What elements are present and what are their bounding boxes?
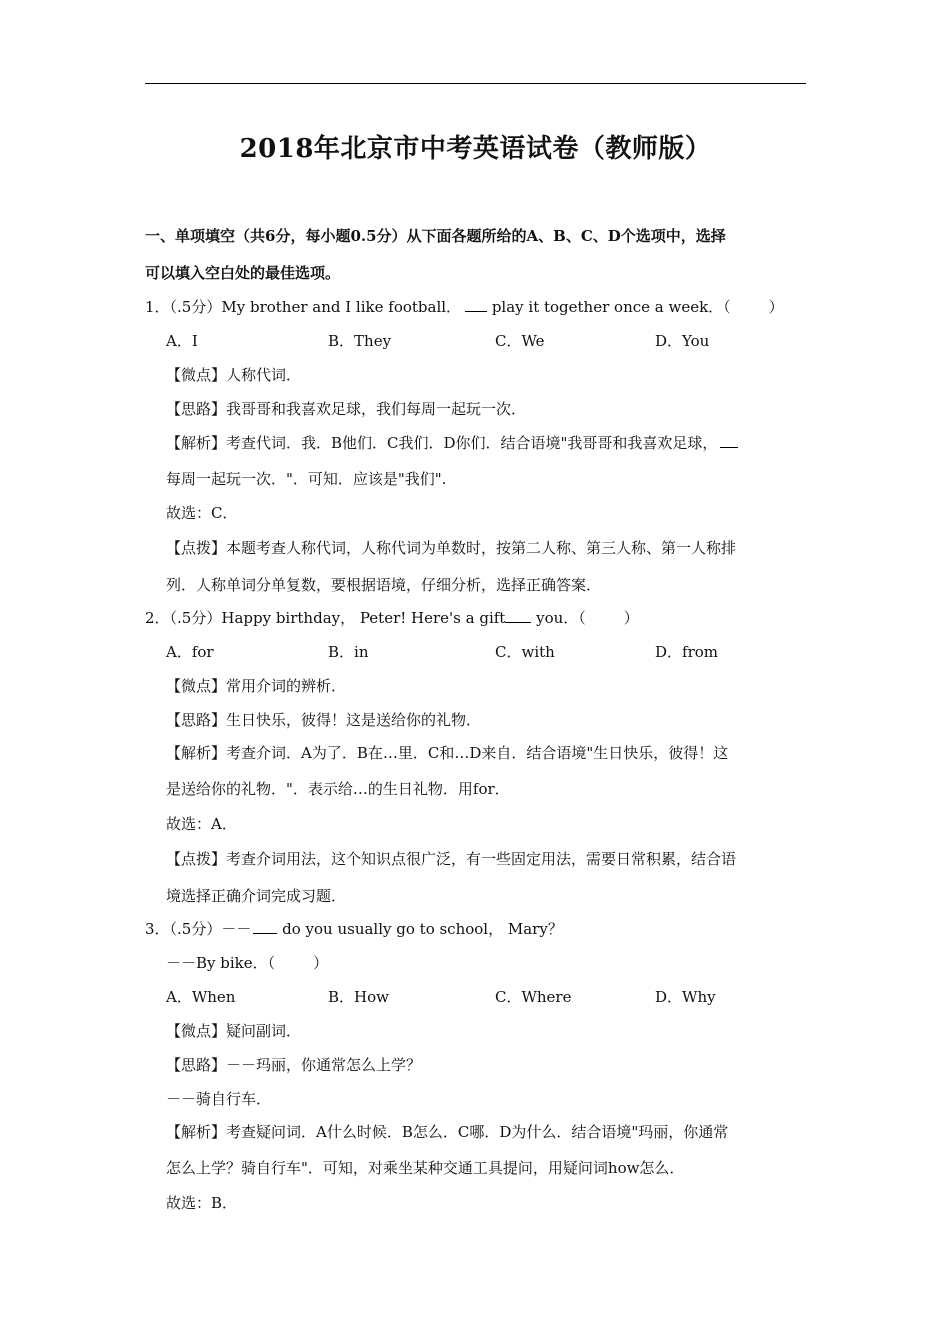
q2-number: 2．（.5分） [145, 609, 222, 627]
q2-stem-pre: Happy birthday， Peter! Here's a gift [221, 609, 506, 627]
q1-option-d: D．You [655, 332, 710, 350]
q3-option-d: D．Why [655, 988, 716, 1006]
q2-blank [505, 608, 531, 623]
q2-option-b: B．in [328, 643, 369, 661]
q1-stem-pre: My brother and I like football． [221, 298, 462, 316]
q3-jiexi-line2: 怎么上学？骑自行车"．可知，对乘坐某种交通工具提问，用疑问词how怎么． [166, 1159, 685, 1177]
question-2 [145, 608, 639, 628]
section-heading-line1: 一、单项填空（共6分，每小题0.5分）从下面各题所给的A、B、C、D个选项中，选择 [145, 227, 726, 245]
q2-option-a: A．for [166, 643, 214, 661]
q2-stem-post: you．（ [531, 609, 586, 627]
q3-blank [253, 919, 277, 934]
q2-jiexi-line2: 是送给你的礼物．"．表示给…的生日礼物．用for． [166, 780, 510, 798]
q3-jiexi-line1: 【解析】考查疑问词．A什么时候．B怎么．C哪．D为什么．结合语境"玛丽，你通常 [166, 1123, 729, 1141]
q1-stem-post: play it together once a week．（ [487, 298, 731, 316]
q3-stem-line2-text: －－By bike．（ [166, 954, 276, 972]
q3-stem-post: do you usually go to school， Mary？ [277, 920, 563, 938]
q2-answer: 故选：A． [166, 815, 237, 833]
q3-answer: 故选：B． [166, 1194, 238, 1212]
q2-weidian: 【微点】常用介词的辨析． [166, 677, 347, 695]
question-3 [145, 919, 563, 939]
q1-answer: 故选：C． [166, 504, 238, 522]
q1-dianbo-line2: 列．人称单词分单复数，要根据语境，仔细分析，选择正确答案． [166, 576, 602, 594]
question-1 [145, 297, 784, 317]
q1-number: 1．（.5分） [145, 298, 222, 316]
q3-close-paren: ） [313, 954, 329, 972]
q3-weidian: 【微点】疑问副词． [166, 1022, 302, 1040]
q1-close-paren: ） [768, 298, 784, 316]
q2-option-d: D．from [655, 643, 719, 661]
header-rule [145, 83, 806, 84]
q1-option-b: B．They [328, 332, 392, 350]
q1-option-a: A．I [166, 332, 198, 350]
q1-jiexi-blank [720, 433, 738, 448]
q3-option-c: C．Where [495, 988, 572, 1006]
page-title: 2018年北京市中考英语试卷（教师版） [239, 134, 712, 164]
q1-blank [465, 297, 487, 312]
q3-number: 3．（.5分）－－ [145, 920, 252, 938]
q3-silu-line2: －－骑自行车． [166, 1090, 272, 1108]
q2-dianbo-line2: 境选择正确介词完成习题． [166, 887, 347, 905]
q3-stem-line2 [166, 953, 328, 973]
q2-silu: 【思路】生日快乐，彼得！这是送给你的礼物． [166, 711, 482, 729]
q1-weidian: 【微点】人称代词． [166, 366, 302, 384]
section-heading-line2: 可以填入空白处的最佳选项。 [145, 264, 341, 282]
q1-dianbo-line1: 【点拨】本题考查人称代词，人称代词为单数时，按第二人称、第三人称、第一人称排 [166, 539, 737, 557]
q2-dianbo-line1: 【点拨】考查介词用法，这个知识点很广泛，有一些固定用法，需要日常积累，结合语 [166, 850, 737, 868]
q3-option-a: A．When [166, 988, 236, 1006]
q1-jiexi-text1: 【解析】考查代词．我．B他们．C我们．D你们．结合语境"我哥哥和我喜欢足球， [166, 434, 718, 452]
q1-silu: 【思路】我哥哥和我喜欢足球，我们每周一起玩一次． [166, 400, 527, 418]
q1-option-c: C．We [495, 332, 545, 350]
q2-option-c: C．with [495, 643, 555, 661]
q1-jiexi-line1 [166, 433, 738, 453]
q3-silu-line1: 【思路】－－玛丽，你通常怎么上学？ [166, 1056, 422, 1074]
q2-jiexi-line1: 【解析】考查介词．A为了．B在…里．C和…D来自．结合语境"生日快乐，彼得！这 [166, 744, 729, 762]
q3-option-b: B．How [328, 988, 389, 1006]
q1-jiexi-line2: 每周一起玩一次．"．可知．应该是"我们". [166, 470, 447, 488]
q2-close-paren: ） [623, 609, 639, 627]
